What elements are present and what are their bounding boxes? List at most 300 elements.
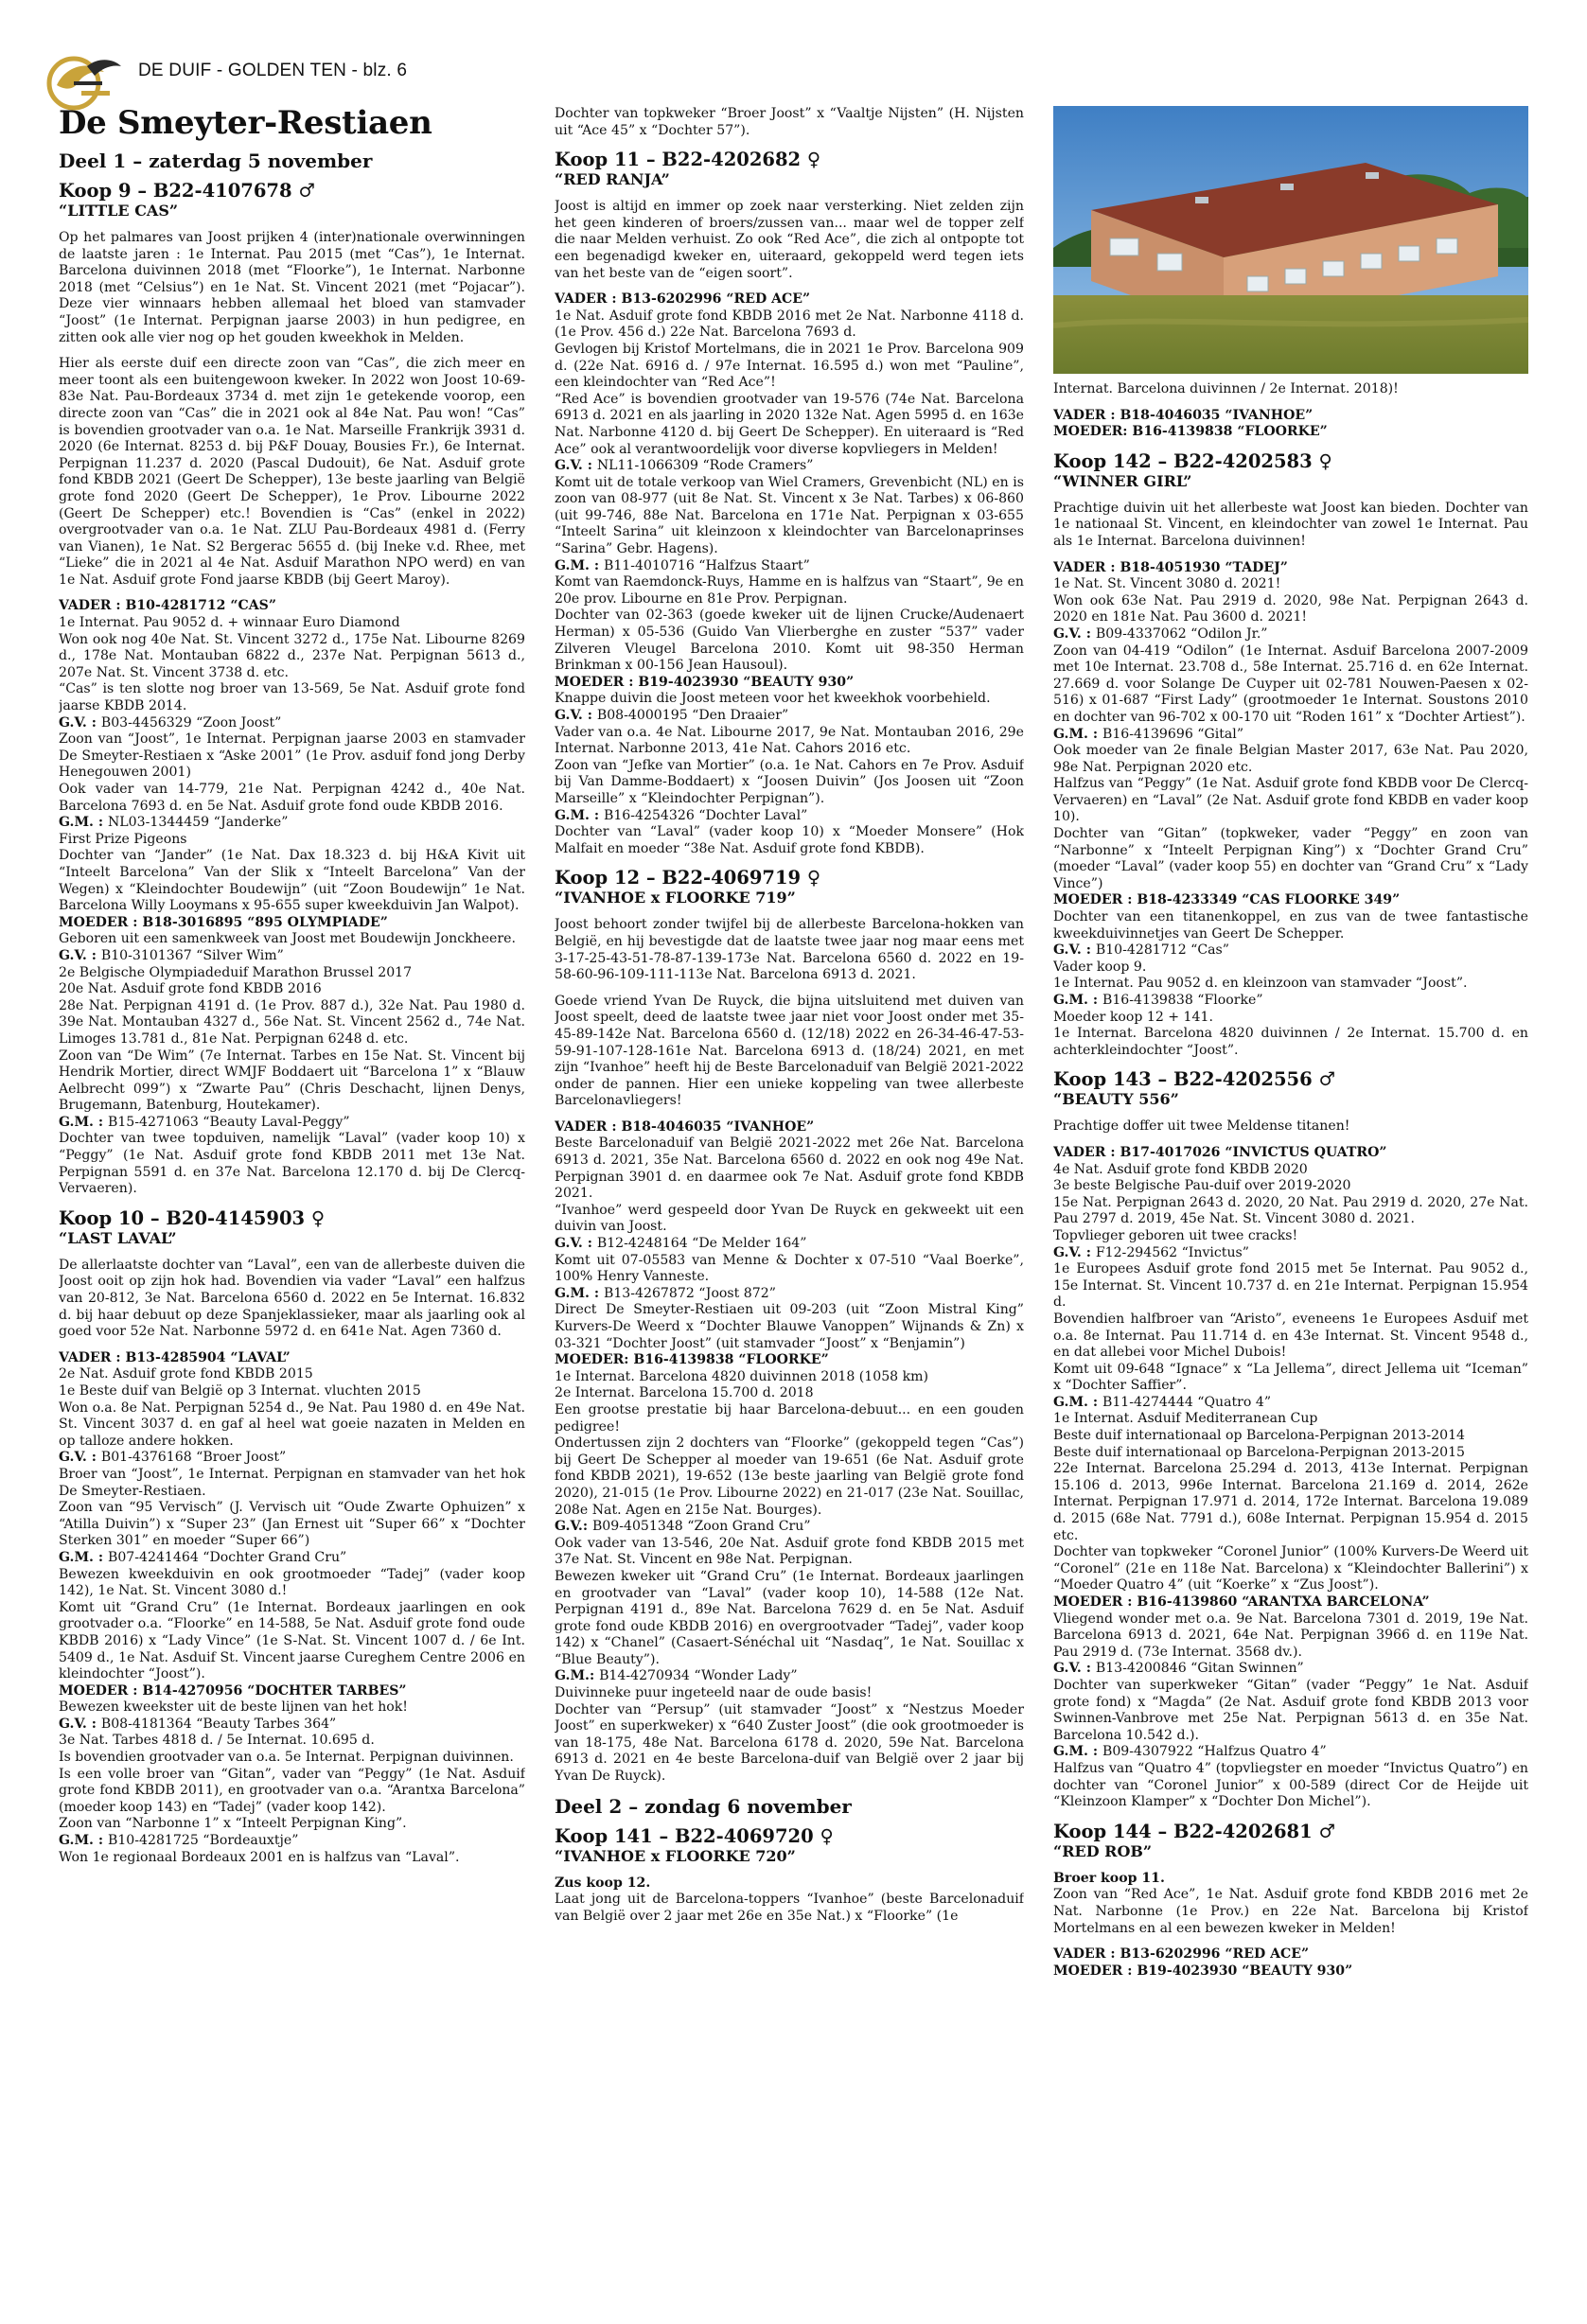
pedigree-text: Vliegend wonder met o.a. 9e Nat. Barcelona 7301 d. 2019, 19e Nat. Barcelona 6913 d. 2021, 64e Nat. Perpignan 3966 d. en 119e Nat. Pau 2919 d. (73e Internat. 3568 dv.). [1053,1611,1528,1660]
pedigree-line [1053,1245,1528,1262]
pedigree-block [555,1875,1024,1926]
pedigree-line [555,725,1024,758]
pedigree-label: VADER : B18-4051930 “TADEJ” [1053,559,1288,575]
pedigree-text: Dochter van “Persup” (uit stamvader “Joost” x “Nestzus Moeder Joost” en superkweker) x “640 Zuster Joost” (die ook grootmoeder is van 18-175, 48e Nat. Barcelona 6178 d. 2020, 59e Nat. Barcelona 6913 d. 2021 en 4e beste Barcelona-duif van België over 2 jaar bij Yvan De Ruyck). [555,1701,1024,1785]
pedigree-line [555,392,1024,458]
pedigree-line [1053,1411,1528,1428]
paragraph: Internat. Barcelona duivinnen / 2e Internat. 2018)! [1053,381,1399,396]
pedigree-text: 1e Internat. Pau 9052 d. en kleinzoon van stamvader “Joost”. [1053,976,1468,992]
pedigree-text: 1e Europees Asduif grote fond 2015 met 5e Internat. Pau 9052 d., 15e Internat. St. Vincent 10.737 d. en 21e Internat. Perpignan 15.954 d. [1053,1261,1528,1311]
pedigree-label: G.V. : [1053,1244,1096,1260]
pedigree-label: MOEDER : B19-4023930 “BEAUTY 930” [1053,1963,1353,1979]
lot-name: “WINNER GIRL” [1053,471,1192,490]
pedigree-text: B15-4271063 “Beauty Laval-Peggy” [107,1114,350,1130]
pedigree-block [1053,1871,1528,1937]
pedigree-label: G.M.: [555,1668,600,1684]
pedigree-text: Komt van Raemdonck-Ruys, Hamme en is halfzus van “Staart”, 9e en 20e prov. Libourne en 81e Prov. Perpignan. [555,574,1024,607]
pedigree-text: Dochter van 02-363 (goede kweker uit de lijnen Crucke/Audenaert Herman) x 05-536 (Guido Van Vlierberghe en zuster “537” vader Zilveren Vleugel Barcelona 2010. Komt uit 98-350 Herman Brinkman x 00-156 Jean Hausoul). [555,607,1024,674]
pedigree-line [1053,593,1528,626]
pedigree-label: G.V. : [59,1450,101,1466]
pedigree-line [555,607,1024,674]
pedigree-text: Zoon van “95 Vervisch” (J. Vervisch uit “Oude Zwarte Ophuizen” x “Atilla Duivin”) x “Super 23” (Jan Ernest uit “Super 66” x “Dochter Sterken 301” en moeder “Super 66”) [59,1500,525,1549]
pedigree-text: Dochter van topkweker “Coronel Junior” (100% Kurvers-De Weerd uit “Coronel” (21e en 118e Nat. Barcelona) x “Kleindochter Ballerini”) x “Moeder Quatro 4” (uit “Koerke” x “Zus Joost”). [1053,1544,1528,1593]
pedigree-text: B16-4139696 “Gital” [1102,726,1244,742]
pedigree-text: Komt uit de totale verkoop van Wiel Cramers, Grevenbicht (NL) en is zoon van 08-977 (uit 8e Nat. St. Vincent x 3e Nat. Tarbes) x 06-860 (uit 99-746, 88e Nat. Barcelona en 171e Nat. Perpignan x 03-655 “Inteelt Sarina” uit kleinzoon x kleindochter van Barcelonaprinses “Sarina” Gebr. Hagens). [555,474,1024,557]
pedigree-line [59,1350,525,1367]
pedigree-block [1053,408,1528,441]
pedigree-line [59,948,525,965]
pedigree-line [1053,743,1528,776]
pedigree-line [555,475,1024,558]
pedigree-line [555,1402,1024,1435]
pedigree-text: Dochter van twee topduiven, namelijk “Laval” (vader koop 10) x “Peggy” (1e Nat. Asduif grote fond KBDB 2011 met 13e Nat. Perpignan 5591 d. en 37e Nat. Barcelona 12.170 d. bij De Clercq-Vervaeren). [59,1131,525,1197]
pedigree-line [59,1400,525,1451]
pedigree-label: VADER : B18-4046035 “IVANHOE” [1053,407,1314,423]
pedigree-text: B08-4000195 “Den Draaier” [596,708,789,723]
pedigree-label: MOEDER : B16-4139860 “ARANTXA BARCELONA” [1053,1594,1430,1610]
pedigree-label: VADER : B13-6202996 “RED ACE” [555,291,811,308]
paragraph: Prachtige doffer uit twee Meldense titanen! [1053,1118,1350,1135]
pedigree-text: Halfzus van “Peggy” (1e Nat. Asduif grote fond KBDB voor De Clercq-Vervaeren) en “Laval” (2e Nat. Asduif grote fond KBDB en vader koop 10). [1053,776,1528,825]
pedigree-line [59,1767,525,1817]
pedigree-line [555,1203,1024,1236]
pedigree-text: First Prize Pigeons [59,831,187,847]
pedigree-line [1053,1026,1528,1059]
pedigree-label: MOEDER : B18-4233349 “CAS FLOORKE 349” [1053,892,1401,908]
pedigree-label: G.V. : [555,458,597,474]
pedigree-line [1053,1178,1528,1195]
pedigree-line [555,708,1024,725]
pedigree-label: G.V. : [59,947,101,963]
pedigree-line [59,1550,525,1567]
pedigree-text: 1e Nat. Asduif grote fond KBDB 2016 met 2e Nat. Narbonne 4118 d. (1e Prov. 456 d.) 22e Nat. Barcelona 7693 d. [555,308,1024,341]
pedigree-text: Topvlieger geboren uit twee cracks! [1053,1227,1298,1243]
pedigree-text: “Cas” is ten slotte nog broer van 13-569, 5e Nat. Asduif grote fond jaarse KBDB 2014. [59,681,525,714]
column-1 [59,150,525,2296]
pedigree-text: “Red Ace” is bovendien grootvader van 19-576 (74e Nat. Barcelona 6913 d. 2021 en als jaarling in 2020 132e Nat. Agen 5995 d. en 163e Nat. Narbonne 4120 d. bij Geert De Schepper). En uiteraard is “Red Ace” ook al verantwoordelijk voor diverse kopvliegers in Melden! [555,391,1024,457]
pedigree-line [1053,1362,1528,1395]
pedigree-line [59,632,525,682]
pedigree-label: G.V. : [1053,942,1096,959]
pedigree-text: 15e Nat. Perpignan 2643 d. 2020, 20 Nat. Pau 2919 d. 2020, 27e Nat. Pau 2797 d. 2019, 45e Nat. St. Vincent 3080 d. 2021. [1053,1194,1528,1227]
pedigree-line [1053,960,1528,977]
pedigree-text: Ook vader van 14-779, 21e Nat. Perpignan 4242 d., 40e Nat. Barcelona 7693 d. en 5e Nat. Asduif grote fond oude KBDB 2016. [59,782,525,814]
pedigree-text: B12-4248164 “De Melder 164” [596,1236,807,1252]
pedigree-text: 4e Nat. Asduif grote fond KBDB 2020 [1053,1161,1308,1177]
pedigree-text: B16-4139838 “Floorke” [1102,993,1263,1008]
pedigree-label: Broer koop 11. [1053,1870,1165,1886]
pedigree-block [59,1350,525,1866]
pedigree-text: B16-4254326 “Dochter Laval” [603,807,808,823]
pedigree-text: Halfzus van “Quatro 4” (topvliegster en moeder “Invictus Quatro”) en dochter van “Coronel Junior” x 00-589 (direct Cor de Heijde uit “Kleinzoon Klamper” x “Dochter Don Michel”). [1053,1760,1528,1810]
pedigree-line [555,1253,1024,1286]
pedigree-line [1053,643,1528,727]
pedigree-text: Won ook nog 40e Nat. St. Vincent 3272 d., 175e Nat. Libourne 8269 d., 178e Nat. Montauban 6822 d., 237e Nat. Perpignan 5613 d., 207e Nat. St. Vincent 3738 d. etc. [59,631,525,680]
pedigree-text: B13-4267872 “Joost 872” [603,1285,776,1301]
pedigree-text: Beste duif internationaal op Barcelona-Perpignan 2013-2014 [1053,1428,1466,1444]
pedigree-text: Direct De Smeyter-Restiaen uit 09-203 (uit “Zoon Mistral King” Kurvers-De Weerd x “Dochter Blauwe Vanoppen” Wijnands & Zn) x 03-321 “Dochter Joost” (uit stamvader “Joost” x “Benjamin”) [555,1302,1024,1351]
pedigree-line [59,981,525,998]
pedigree-line [1053,942,1528,960]
pedigree-line [1053,1871,1528,1888]
pedigree-line [555,1519,1024,1536]
pedigree-line [555,808,1024,825]
lot-name: “BEAUTY 556” [1053,1090,1179,1109]
pedigree-line [1053,993,1528,1010]
lot-name: “RED ROB” [1053,1841,1153,1860]
pedigree-line [59,915,525,932]
pedigree-label: G.M. : [59,815,108,831]
pedigree-line [555,824,1024,857]
pedigree-line [555,1136,1024,1202]
pedigree-text: Vader koop 9. [1053,959,1147,975]
lot-title: Koop 11 – B22-4202682 ♀ [555,149,821,171]
pedigree-line [59,1699,525,1717]
pedigree-line [59,1600,525,1683]
pedigree-line [1053,1195,1528,1228]
lot-name: “IVANHOE x FLOORKE 720” [555,1846,796,1865]
pedigree-text: B09-4307922 “Halfzus Quatro 4” [1102,1744,1327,1760]
pedigree-line [59,1115,525,1132]
pedigree-text: Bewezen kweker uit “Grand Cru” (1e Internat. Bordeaux jaarlingen en grootvader van “Laval” (vader koop 10), 14-588 (12e Nat. Perpignan 4191 d., 89e Nat. Barcelona 7629 d. en 5e Nat. Asduif grote fond oude KBDB 2016) en overgrootvader “Tadej”, vader koop 142) x “Chanel” (Casaert-Sénéchal uit “Nasdaq”, 1e Nat. Souillac x “Blue Beauty”). [555,1568,1024,1667]
pedigree-label: G.V. : [1053,1661,1096,1677]
pedigree-label: VADER : B13-4285904 “LAVAL” [59,1349,291,1365]
pedigree-text: 2e Internat. Barcelona 15.700 d. 2018 [555,1385,814,1401]
pedigree-label: G.M. : [1053,1744,1102,1760]
pedigree-block [555,291,1024,857]
pedigree-line [555,308,1024,342]
pedigree-text: Dochter van “Jander” (1e Nat. Dax 18.323 d. bij H&A Kivit uit “Inteelt Barcelona” Van der Slik x “Inteelt Barcelona” Van der Wegen) x “Kleindochter Boudewijn” (uit “Zoon Boudewijn” 1e Nat. Barcelona Willy Looymans x 95-655 super kweekduivin Jan Walpot). [59,848,525,914]
pedigree-text: NL03-1344459 “Janderke” [107,815,289,831]
pedigree-text: Is bovendien grootvader van o.a. 5e Internat. Perpignan duivinnen. [59,1750,514,1766]
pedigree-text: F12-294562 “Invictus” [1095,1244,1249,1260]
lot-name: “LAST LAVAL” [59,1228,177,1247]
pedigree-line [555,1302,1024,1352]
lot-title: Koop 12 – B22-4069719 ♀ [555,867,821,889]
paragraph: Op het palmares van Joost prijken 4 (inter)nationale overwinningen de laatste jaren : 1e Internat. Pau 2015 (met “Cas”), 1e Internat. Barcelona duivinnen 2018 (met “Floorke”), 1e Internat. Narbonne 2018 (met “Celsius”) en 1e Nat. St. Vincent 2021 (met “Pojacar”). Deze vier winnaars hebben allemaal het bloed van stamvader “Joost” (1e Internat. Perpignan jaarse 2003) in hun pedigree, en zitten ook alle vier nog op het gouden kweekhok in Melden. [59,230,525,345]
pedigree-text: Dochter van “Laval” (vader koop 10) x “Moeder Monsere” (Hok Malfait en moeder “38e Nat. Asduif grote fond KBDB). [555,824,1024,856]
pedigree-text: B10-4281725 “Bordeauxtje” [107,1833,299,1849]
page-label: DE DUIF - GOLDEN TEN - blz. 6 [138,61,408,80]
pedigree-line [1053,727,1528,744]
pedigree-line [555,1369,1024,1386]
pedigree-line [1053,826,1528,892]
pedigree-label: MOEDER : B14-4270956 “DOCHTER TARBES” [59,1682,407,1699]
pedigree-line [1053,776,1528,826]
pedigree-label: G.M. : [59,1114,108,1130]
pedigree-line [59,615,525,632]
pedigree-line [59,931,525,948]
pedigree-line [1053,976,1528,993]
pedigree-text: 1e Beste duif van België op 3 Internat. vluchten 2015 [59,1383,421,1399]
pedigree-text: Dochter van een titanenkoppel, en zus van de twee fantastische kweekduivinnetjes van Geert De Schepper. [1053,909,1528,942]
pedigree-line [555,691,1024,708]
pedigree-line [59,1467,525,1500]
pedigree-text: Knappe duivin die Joost meteen voor het kweekhok voorbehield. [555,691,991,707]
pedigree-label: MOEDER : B19-4023930 “BEAUTY 930” [555,674,855,690]
pedigree-text: B10-3101367 “Silver Wim” [100,947,284,963]
lot-title: Koop 9 – B22-4107678 ♂ [59,180,315,202]
pedigree-text: Komt uit 07-05583 van Menne & Dochter x 07-510 “Vaal Boerke”, 100% Henry Vanneste. [555,1252,1024,1285]
lot-title: Koop 144 – B22-4202681 ♂ [1053,1820,1335,1842]
pedigree-line [555,1119,1024,1136]
pedigree-line [59,1048,525,1115]
pedigree-line [1053,1594,1528,1611]
paragraph: Joost is altijd en immer op zoek naar versterking. Niet zelden zijn het geen kinderen of broers/zussen van... maar wel de topper zelf die naar Melden verhuist. Zo ook “Red Ace”, die zich al ontpopte tot een begenadigd kweker en, uiteraard, gekoppeld werd tegen iets van het beste van de “eigen soort”. [555,199,1024,281]
pedigree-line [1053,1445,1528,1462]
pedigree-block [59,598,525,1197]
lot-title: Koop 141 – B22-4069720 ♀ [555,1824,834,1847]
pedigree-line [59,1567,525,1600]
pedigree-text: 1e Internat. Barcelona 4820 duivinnen / 2e Internat. 15.700 d. en achterkleindochter “Joost”. [1053,1026,1528,1058]
pedigree-line [59,965,525,982]
pedigree-line [1053,1611,1528,1662]
pedigree-text: B03-4456329 “Zoon Joost” [100,714,282,731]
pedigree-line [1053,1744,1528,1761]
pedigree-line [555,675,1024,692]
pedigree-text: 20e Nat. Asduif grote fond KBDB 2016 [59,981,322,997]
pedigree-label: G.M. : [59,1833,108,1849]
pedigree-text: Ondertussen zijn 2 dochters van “Floorke” (gekoppeld tegen “Cas”) bij Geert De Schepper al moeder van 19-651 (6e Nat. Asduif grote fond KBDB 2021), 19-652 (13e beste jaarling van België grote fond 2020), 21-015 (1e Prov. Libourne 2022) en 21-017 (23e Nat. Souillac, 208e Nat. Agen en 215e Nat. Bourges). [555,1435,1024,1518]
pedigree-label: G.V. : [59,1716,101,1732]
pedigree-text: Dochter van superkweker “Gitan” (vader “Peggy” 1e Nat. Asduif grote fond) x “Magda” (2e Nat. Asduif grote fond KBDB 2013 voor Swinnen-Vanbrove met 25e Nat. Perpignan 5613 d. en 35e Nat. Barcelona 10.542 d.). [1053,1677,1528,1743]
pedigree-text: 3e Nat. Tarbes 4818 d. / 5e Internat. 10.695 d. [59,1733,375,1749]
pedigree-line [59,1500,525,1550]
pedigree-line [59,1131,525,1197]
pedigree-line [59,832,525,849]
pedigree-line [1053,1661,1528,1678]
pedigree-line [555,1236,1024,1253]
pedigree-label: G.M. : [1053,1394,1102,1410]
column-3 [1053,106,1528,2296]
column-2 [555,106,1024,2296]
pedigree-text: Bovendien halfbroer van “Aristo”, eveneens 1e Europees Asduif met o.a. 8e Internat. Pau 11.714 d. en 43e Internat. St. Vincent 9548 d., en dat allebei voor Michel Dubois! [1053,1311,1528,1361]
pedigree-text: Komt uit “Grand Cru” (1e Internat. Bordeaux jaarlingen en ook grootvader o.a. “Floorke” en 14-588, 5e Nat. Asduif grote fond oude KBDB 2016) x “Lady Vince” (1e S-Nat. St. Vincent 1007 d. / 6e Int. 5409 d., 1e Nat. Asduif St. Vincent jaarse Cureghem Centre 2006 en kleindochter “Joost”). [59,1599,525,1682]
pedigree-label: G.V. : [59,714,101,731]
pedigree-text: 1e Internat. Pau 9052 d. + winnaar Euro Diamond [59,615,400,631]
paragraph: Hier als eerste duif een directe zoon van “Cas”, die zich meer en meer toont als een buitengewoon kweker. In 2022 won Joost 10-69-83e Nat. Pau-Bordeaux 3734 d. met zijn 1e getekende voorop, een directe zoon van “Cas” die in 2021 ook al 84e Nat. Pau won! “Cas” is bovendien grootvader van o.a. 1e Nat. Marseille Frankrijk 3931 d. 2020 (6e Internat. 8253 d. bij P&F Douay, Bousies Fr.), 6e Internat. Perpignan 11.237 d. 2020 (Pascal Dudouit), 6e Nat. Asduif grote fond KBDB 2021 (Geert De Schepper), 13e beste jaarling van België grote fond 2020 (Geert De Schepper), 1e Prov. Libourne 2022 (Geert De Schepper) etc.! Bovendien is “Cas” (enkel in 2022) overgrootvader van o.a. 1e Nat. ZLU Pau-Bordeaux 4981 d. (Ferry van Vianen), 1e Nat. S2 Bergerac 5655 d. (bij Ineke v.d. Rhee, met “Lieke” die in 2021 al 4e Nat. Asduif Marathon NPO werd) en van 1e Nat. Asduif grote Fond jaarse KBDB (bij Geert Maroy). [59,356,525,588]
pedigree-line [1053,576,1528,593]
pedigree-line [59,1850,525,1867]
loft-photo [1053,106,1528,374]
pedigree-line [1053,424,1528,441]
pedigree-text: B14-4270934 “Wonder Lady” [599,1668,798,1684]
pedigree-label: G.M. : [59,1549,108,1565]
pedigree-line [59,1450,525,1467]
lot-name: “LITTLE CAS” [59,202,179,220]
pedigree-line [59,1383,525,1400]
pedigree-text: Moeder koop 12 + 141. [1053,1009,1213,1025]
pedigree-text: Dochter van “Gitan” (topkweker, vader “Peggy” en zoon van “Narbonne” x “Inteelt Perpignan King”) x “Dochter Grand Cru” (moeder “Laval” (vader koop 55) en dochter van “Grand Cru” x “Lady Vince”) [1053,826,1528,891]
pedigree-line [555,1352,1024,1369]
pedigree-text: B09-4337062 “Odilon Jr.” [1095,625,1268,642]
section-heading: Deel 2 – zondag 6 november [555,1794,852,1818]
pedigree-line [59,1816,525,1833]
pedigree-line [555,1875,1024,1893]
article-title: De Smeyter-Restiaen [59,104,432,142]
pedigree-text: 3e beste Belgische Pau-duif over 2019-2020 [1053,1178,1351,1194]
pedigree-line [1053,1428,1528,1445]
pedigree-text: Ook vader van 13-546, 20e Nat. Asduif grote fond KBDB 2015 met 37e Nat. St. Vincent en 98e Nat. Perpignan. [555,1535,1024,1568]
pedigree-text: 1e Internat. Barcelona 4820 duivinnen 2018 (1058 km) [555,1368,929,1384]
pedigree-line [555,574,1024,607]
pedigree-label: VADER : B17-4017026 “INVICTUS QUATRO” [1053,1144,1387,1160]
pedigree-line [59,1750,525,1767]
pedigree-text: Zoon van “De Wim” (7e Internat. Tarbes en 15e Nat. St. Vincent bij Hendrik Mortier, direct WMJF Boddaert uit “Barcelona 1” x “Blauw Aelbrecht 099”) x “Zwarte Pau” (Chris Deschacht, lijnen Denys, Brugemann, Batenburg, Houtekamer). [59,1048,525,1114]
pedigree-line [555,1286,1024,1303]
pedigree-text: Bewezen kweekduivin en ook grootmoeder “Tadej” (vader koop 142), 1e Nat. St. Vincent 3080 d.! [59,1566,525,1599]
pedigree-line [555,1385,1024,1402]
pedigree-label: G.V. : [1053,625,1096,642]
pedigree-text: Beste Barcelonaduif van België 2021-2022 met 26e Nat. Barcelona 6913 d. 2021, 35e Nat. Barcelona 6560 d. 2022 en ook nog 49e Nat. Perpignan 3901 d. en daarmee ook 7e Nat. Asduif grote fond KBDB 2021. [555,1136,1024,1202]
pedigree-line [555,1685,1024,1702]
pedigree-text: Laat jong uit de Barcelona-toppers “Ivanhoe” (beste Barcelonaduif van België over 2 jaar met 26e en 35e Nat.) x “Floorke” (1e [555,1892,1024,1924]
pedigree-line [59,715,525,732]
pedigree-line [1053,1162,1528,1179]
pedigree-line [1053,909,1528,942]
pedigree-label: G.V. : [555,1236,597,1252]
pedigree-line [1053,1544,1528,1594]
pedigree-line [59,1733,525,1750]
pedigree-text: Ook moeder van 2e finale Belgian Master 2017, 63e Nat. Pau 2020, 98e Nat. Perpignan 2020 etc. [1053,743,1528,775]
pedigree-text: 2e Belgische Olympiadeduif Marathon Brussel 2017 [59,964,413,980]
pedigree-text: 1e Internat. Asduif Mediterranean Cup [1053,1411,1318,1427]
pedigree-text: Duivinneke puur ingeteeld naar de oude basis! [555,1685,873,1701]
pedigree-line [1053,560,1528,577]
pedigree-line [1053,1010,1528,1027]
lot-name: “RED RANJA” [555,170,670,189]
pedigree-line [555,1668,1024,1685]
pedigree-label: G.M. : [555,557,604,573]
pedigree-text: Zoon van “Jefke van Mortier” (o.a. 1e Nat. Cahors en 7e Prov. Asduif bij Van Damme-Boddaert) x “Joosen Duivin” (Jos Joosen uit “Zoon Marseille” x “Kleindochter Perpignan”). [555,757,1024,806]
pedigree-line [59,998,525,1048]
pedigree-text: Vader van o.a. 4e Nat. Libourne 2017, 9e Nat. Montauban 2016, 29e Internat. Narbonne 2013, 41e Nat. Cahors 2016 etc. [555,724,1024,757]
pedigree-label: VADER : B13-6202996 “RED ACE” [1053,1946,1310,1963]
pedigree-line [1053,1963,1528,1981]
pedigree-label: G.M. : [1053,726,1102,742]
pedigree-line [555,1702,1024,1786]
pedigree-text: Zoon van “Joost”, 1e Internat. Perpignan jaarse 2003 en stamvader De Smeyter-Restiaen x “Aske 2001” (1e Prov. asduif fond jong Derby Henegouwen 2001) [59,731,525,781]
pedigree-line [1053,1261,1528,1312]
pedigree-text: Broer van “Joost”, 1e Internat. Perpignan en stamvader van het hok De Smeyter-Restiaen. [59,1466,525,1499]
pedigree-label: MOEDER : B18-3016895 “895 OLYMPIADE” [59,914,388,930]
pedigree-line [59,782,525,815]
pedigree-text: Is een volle broer van “Gitan”, vader van “Peggy” (1e Nat. Asduif grote fond KBDB 2011), en grootvader van o.a. “Arantxa Barcelona” (moeder koop 143) en “Tadej” (vader koop 142). [59,1766,525,1815]
pedigree-label: MOEDER: B16-4139838 “FLOORKE” [1053,424,1328,440]
pedigree-label: VADER : B18-4046035 “IVANHOE” [555,1118,815,1135]
pedigree-line [555,458,1024,475]
pedigree-line [1053,1761,1528,1811]
paragraph: De allerlaatste dochter van “Laval”, een van de allerbeste duiven die Joost ooit op zijn hok had. Bovendien via vader “Laval” een halfzus van 20-812, 3e Nat. Barcelona 6560 d. 2022 en 5e Internat. 16.832 d. bij haar debuut op deze Spanjeklassieker, maar als jaarling ook al goed voor 52e Nat. Narbonne 5972 d. en 641e Nat. Agen 7360 d. [59,1257,525,1340]
pedigree-text: “Ivanhoe” werd gespeeld door Yvan De Ruyck en gekweekt uit een duivin van Joost. [555,1202,1024,1235]
pedigree-line [59,815,525,832]
pedigree-line [1053,1145,1528,1162]
pedigree-line [1053,408,1528,425]
pedigree-line [59,598,525,615]
pedigree-label: Zus koop 12. [555,1875,651,1891]
pedigree-label: VADER : B10-4281712 “CAS” [59,598,276,614]
pedigree-text: Komt uit 09-648 “Ignace” x “La Jellema”, direct Jellema uit “Iceman” x “Dochter Saffier”. [1053,1361,1528,1394]
pedigree-line [59,1683,525,1700]
pedigree-label: G.V. : [555,708,597,723]
pedigree-text: Gevlogen bij Kristof Mortelmans, die in 2021 1e Prov. Barcelona 909 d. (22e Nat. 6916 d. / 97e Internat. 16.595 d.) won met “Pauline”, een kleindochter van “Red Ace”! [555,341,1024,391]
lot-title: Koop 143 – B22-4202556 ♂ [1053,1068,1335,1091]
pedigree-line [555,758,1024,808]
pedigree-label: G.M. : [555,807,604,823]
lot-name: “IVANHOE x FLOORKE 719” [555,889,796,907]
pedigree-line [555,1435,1024,1519]
pedigree-block [1053,1145,1528,1811]
pedigree-text: B07-4241464 “Dochter Grand Cru” [107,1549,347,1565]
pedigree-text: B13-4200846 “Gitan Swinnen” [1095,1661,1304,1677]
pedigree-line [555,1536,1024,1569]
pedigree-text: Zoon van 04-419 “Odilon” (1e Internat. Asduif Barcelona 2007-2009 met 10e Internat. 23.708 d., 58e Internat. 25.716 d. en 62e Internat. 27.669 d. voor Solange De Cuyper uit 02-781 Nouwen-Paesen x 02-516) x 01-687 “First Lady” (grootmoeder 1e Internat. Soustons 2010 en dochter van 96-702 x 00-170 uit “Roden 161” x “Dochter Artiest”). [1053,643,1528,725]
pedigree-line [555,1892,1024,1925]
pedigree-text: B11-4010716 “Halfzus Staart” [603,557,810,573]
pedigree-line [555,1569,1024,1669]
pedigree-line [555,342,1024,392]
pedigree-line [59,731,525,782]
paragraph: Dochter van topkweker “Broer Joost” x “Vaaltje Nijsten” (H. Nijsten uit “Ace 45” x “Dochter 57”). [555,106,1024,138]
pedigree-text: Won 1e regionaal Bordeaux 2001 en is halfzus van “Laval”. [59,1849,460,1865]
pedigree-block [1053,560,1528,1060]
pedigree-text: Won o.a. 8e Nat. Perpignan 5254 d., 9e Nat. Pau 1980 d. en 49e Nat. St. Vincent 3037 d. en gaf al heel wat goeie nazaten in Melden en op talloze andere hokken. [59,1400,525,1449]
pedigree-text: 22e Internat. Barcelona 25.294 d. 2013, 413e Internat. Perpignan 15.106 d. 2013, 996e Internat. Barcelona 21.169 d. 2014, 262e Internat. Perpignan 17.971 d. 2014, 172e Internat. Barcelona 19.089 d. 2015 (68e Nat. 7791 d.), 608e Internat. Perpignan 15.954 d. 2015 etc. [1053,1461,1528,1543]
pedigree-line [1053,1395,1528,1412]
pedigree-label: G.M. : [555,1285,604,1301]
pedigree-text: B09-4051348 “Zoon Grand Cru” [591,1519,811,1535]
pedigree-line [1053,1228,1528,1245]
pedigree-line [1053,1946,1528,1963]
pedigree-text: Geboren uit een samenkweek van Joost met Boudewijn Jonckheere. [59,931,516,947]
section-heading: Deel 1 – zaterdag 5 november [59,150,373,172]
pedigree-line [59,1366,525,1383]
pedigree-block [1053,1946,1528,1980]
pedigree-text: Won ook 63e Nat. Pau 2919 d. 2020, 98e Nat. Perpignan 2643 d. 2020 en 181e Nat. Pau 3600 d. 2021! [1053,592,1528,625]
pedigree-text: Beste duif internationaal op Barcelona-Perpignan 2013-2015 [1053,1444,1466,1460]
pedigree-text: 2e Nat. Asduif grote fond KBDB 2015 [59,1366,313,1382]
pedigree-text: Bewezen kweekster uit de beste lijnen van het hok! [59,1699,408,1716]
pedigree-text: Een grootse prestatie bij haar Barcelona-debuut... en een gouden pedigree! [555,1401,1024,1435]
pedigree-block [555,1119,1024,1786]
pedigree-line [59,1717,525,1734]
pedigree-line [1053,1312,1528,1362]
pedigree-text: NL11-1066309 “Rode Cramers” [596,458,814,474]
paragraph: Prachtige duivin uit het allerbeste wat Joost kan bieden. Dochter van 1e nationaal St. Vincent, en kleindochter van zowel 1e Internat. Pau als 1e Internat. Barcelona duivinnen! [1053,500,1528,549]
pedigree-label: G.M. : [1053,993,1102,1008]
pedigree-text: Zoon van “Narbonne 1” x “Inteelt Perpignan King”. [59,1816,407,1832]
pedigree-text: B08-4181364 “Beauty Tarbes 364” [100,1716,337,1732]
pedigree-line [59,848,525,914]
lot-title: Koop 10 – B20-4145903 ♀ [59,1206,326,1229]
pedigree-text: 1e Nat. St. Vincent 3080 d. 2021! [1053,576,1281,592]
pedigree-line [555,558,1024,575]
paragraph: Joost behoort zonder twijfel bij de allerbeste Barcelona-hokken van België, en hij bevestigde dat de laatste twee jaar nog maar eens met 3-17-25-43-51-78-87-139-173e Nat. Barcelona 6560 d. 2022 en 19-58-60-96-109-111-113e Nat. Barcelona 6913 d. 2021. [555,917,1024,983]
pedigree-label: MOEDER: B16-4139838 “FLOORKE” [555,1352,829,1368]
pedigree-line [555,291,1024,308]
pedigree-line [59,681,525,714]
pedigree-line [1053,1678,1528,1744]
pedigree-text: B01-4376168 “Broer Joost” [100,1450,287,1466]
pedigree-text: Zoon van “Red Ace”, 1e Nat. Asduif grote fond KBDB 2016 met 2e Nat. Narbonne (1e Prov.) en 22e Nat. Barcelona bij Kristof Mortelmans en al een bewezen kweker in Melden! [1053,1887,1528,1936]
pedigree-text: B10-4281712 “Cas” [1095,942,1229,959]
pedigree-line [1053,626,1528,643]
pedigree-line [1053,1887,1528,1937]
pedigree-text: 28e Nat. Perpignan 4191 d. (1e Prov. 887 d.), 32e Nat. Pau 1980 d. 39e Nat. Montauban 4327 d., 56e Nat. St. Vincent 2562 d., 74e Nat. Limoges 13.781 d., 81e Nat. Perpignan 6248 d. etc. [59,997,525,1047]
pedigree-line [1053,892,1528,909]
pedigree-text: B11-4274444 “Quatro 4” [1102,1394,1272,1410]
pedigree-label: G.V.: [555,1519,592,1535]
